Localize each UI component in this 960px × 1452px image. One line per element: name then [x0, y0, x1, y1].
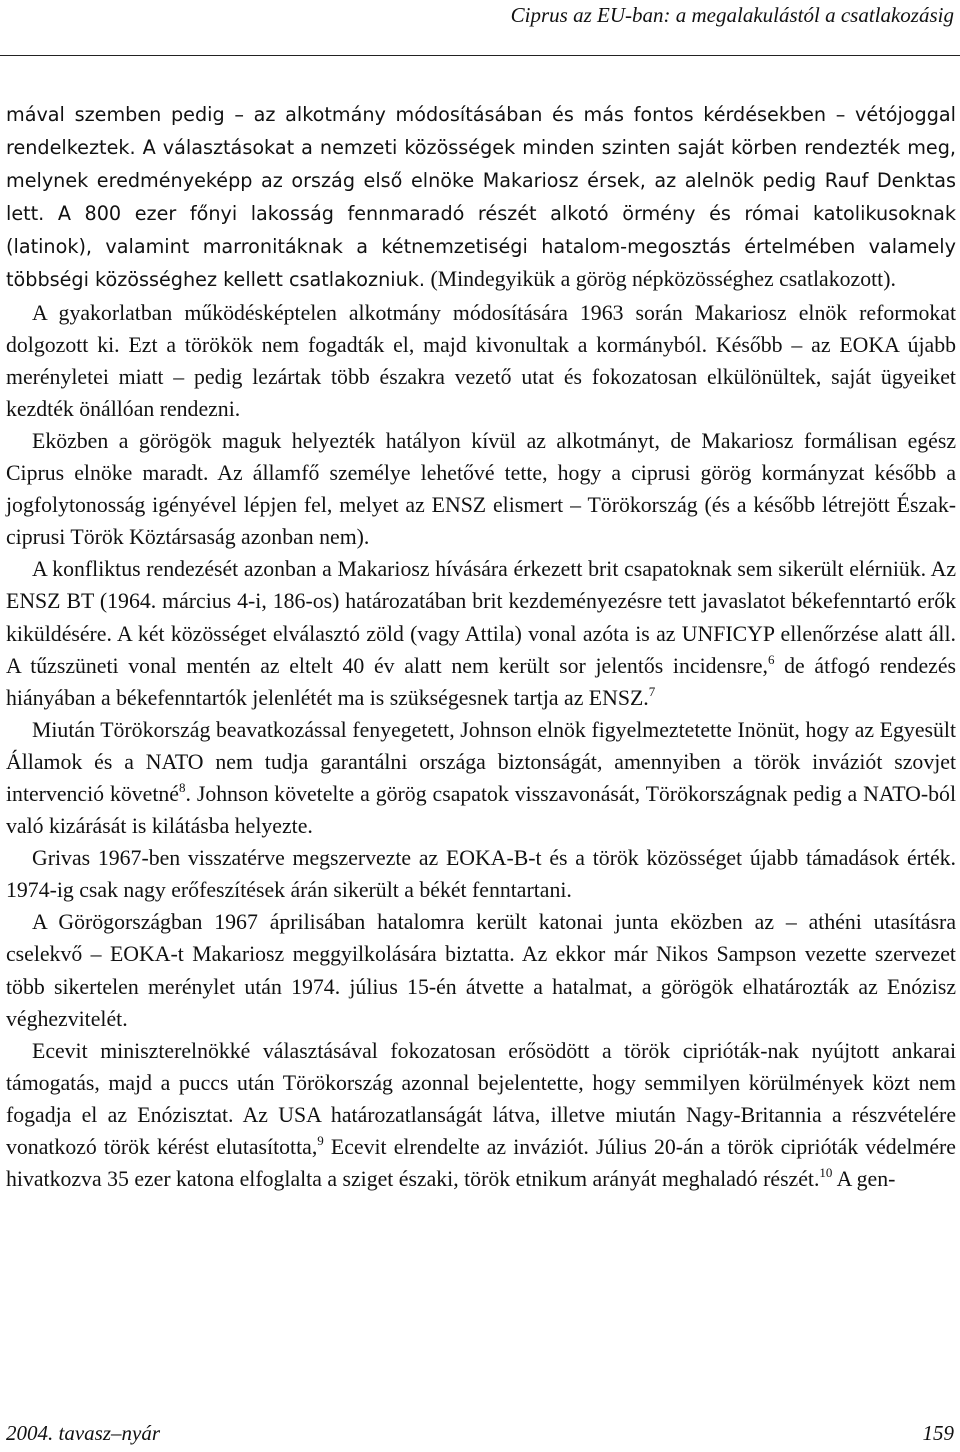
header-divider	[0, 55, 960, 56]
paragraph-8-text-b: Ecevit elrendelte az inváziót. Július 20-án a török ciprióták védelmére hivatkozva 35 ezer katona elfoglalta a sziget északi, török etnikum arányát meghaladó részét.	[6, 1135, 956, 1192]
paragraph-5	[6, 714, 956, 842]
paragraph-2: A gyakorlatban működésképtelen alkotmány módosítására 1963 során Makariosz elnök reformokat dolgozott ki. Ezt a törökök nem fogadták el, majd kivonultak a kormányból. Később – az EOKA újabb merényletei miatt – pedig lezártak több északra vezető utat és fokozatosan elkülönültek, saját ügyeiket kezdték önállóan rendezni.	[6, 300, 956, 421]
page-footer	[6, 1420, 954, 1448]
paragraph-8-text-a: Ecevit miniszterelnökké választásával fokozatosan erősödött a török ciprióták-nak nyújtott ankarai támogatás, majd a puccs után Törökország azonnal bejelentette, hogy semmilyen körülmények közt nem fogadja el az Enózisztat. Az USA határozatlanságát látva, illetve miután Nagy-Britannia a részvételére vonatkozó török kérést elutasította,	[6, 1038, 956, 1159]
footnote-ref-8: 8	[179, 779, 186, 795]
paragraph-4-text-b: de átfogó rendezés hiányában a békefenntartók jelenlétét ma is szükségesnek tartja az ENSZ.	[6, 653, 957, 710]
footnote-ref-10: 10	[819, 1165, 833, 1181]
paragraph-7: A Görögországban 1967 áprilisában hatalomra került katonai junta eközben az – athéni utasításra cselekvő – EOKA-t Makariosz meggyilkolására biztatta. Az ekkor már Nikos Sampson vezette szervezet több sikertelen merénylet után 1974. július 15-én átvette a hatalmat, a görögök elhatározták az Enózisz véghezvitelét.	[6, 910, 956, 1031]
footnote-ref-6: 6	[767, 651, 775, 667]
footnote-ref-9: 9	[317, 1133, 324, 1148]
issue-label: 2004. tavasz–nyár	[6, 1421, 160, 1445]
paragraph-6: Grivas 1967-ben visszatérve megszervezte az EOKA-B-t és a török közösséget újabb támadások érték. 1974-ig csak nagy erőfeszítések árán sikerült a békét fenntartani.	[6, 846, 956, 903]
running-header: Ciprus az EU-ban: a megalakulástól a csatlakozásig	[510, 3, 954, 27]
article-body	[6, 98, 956, 1195]
paragraph-4	[6, 553, 956, 713]
paragraph-1-sans-text: mával szemben pedig – az alkotmány módosításában és más fontos kérdésekben – vétójoggal rendelkeztek. A választásokat a nemzeti közösségek minden szinten saját körben rendezték meg, melynek eredményeképp az ország első elnöke Makariosz érsek, az alelnök pedig Rauf Denktas lett. A 800 ezer főnyi lakosság fennmaradó részét alkotó örmény és római katolikusoknak (latinok), valamint marronitáknak a kétnemzetiségi hatalom-megosztás értelmében valamely többségi közösséghez kellett csatlakozniuk.	[6, 103, 956, 292]
paragraph-4-text-a: A konfliktus rendezését azonban a Makariosz hívására érkezett brit csapatoknak sem sikerült elérniük. Az ENSZ BT (1964. március 4-i, 186-os) határozatában brit kezdeményezésre tett javaslatot békefenntartó erők kiküldésére. A két közösséget elválasztó zöld (vagy Attila) vonal azóta is az UNFICYP ellenőrzése alatt áll. A tűzszüneti vonal mentén az eltelt 40 év alatt nem került sor jelentős incidensre,	[6, 557, 956, 678]
paragraph-3: Eközben a görögök maguk helyezték hatályon kívül az alkotmányt, de Makariosz formálisan egész Ciprus elnöke maradt. Az államfő személye lehetővé tette, hogy a ciprusi görög kormányzat később a jogfolytonosság igényével lépjen fel, melyet az ENSZ elismert – Törökország (és a később létrejött Észak-ciprusi Török Köztársaság azonban nem).	[6, 428, 956, 550]
paragraph-1-serif-text: (Mindegyikük a görög népközösséghez csatlakozott).	[425, 267, 896, 292]
paragraph-1	[6, 98, 956, 297]
paragraph-8	[6, 1035, 956, 1195]
page-number: 159	[922, 1421, 954, 1445]
paragraph-8-text-c: A gen-	[832, 1167, 896, 1192]
paragraph-5-text-a: Miután Törökország beavatkozással fenyegetett, Johnson elnök figyelmeztetette Inönüt, hogy az Egyesült Államok és a NATO nem tudja garantálni országa biztonságát, amennyiben a török inváziót szovjet intervenció követné	[6, 717, 956, 806]
paragraph-5-text-b: . Johnson követelte a görög csapatok visszavonását, Törökországnak pedig a NATO-ból való kizárását is kilátásba helyezte.	[6, 781, 956, 839]
footnote-ref-7: 7	[648, 683, 656, 699]
